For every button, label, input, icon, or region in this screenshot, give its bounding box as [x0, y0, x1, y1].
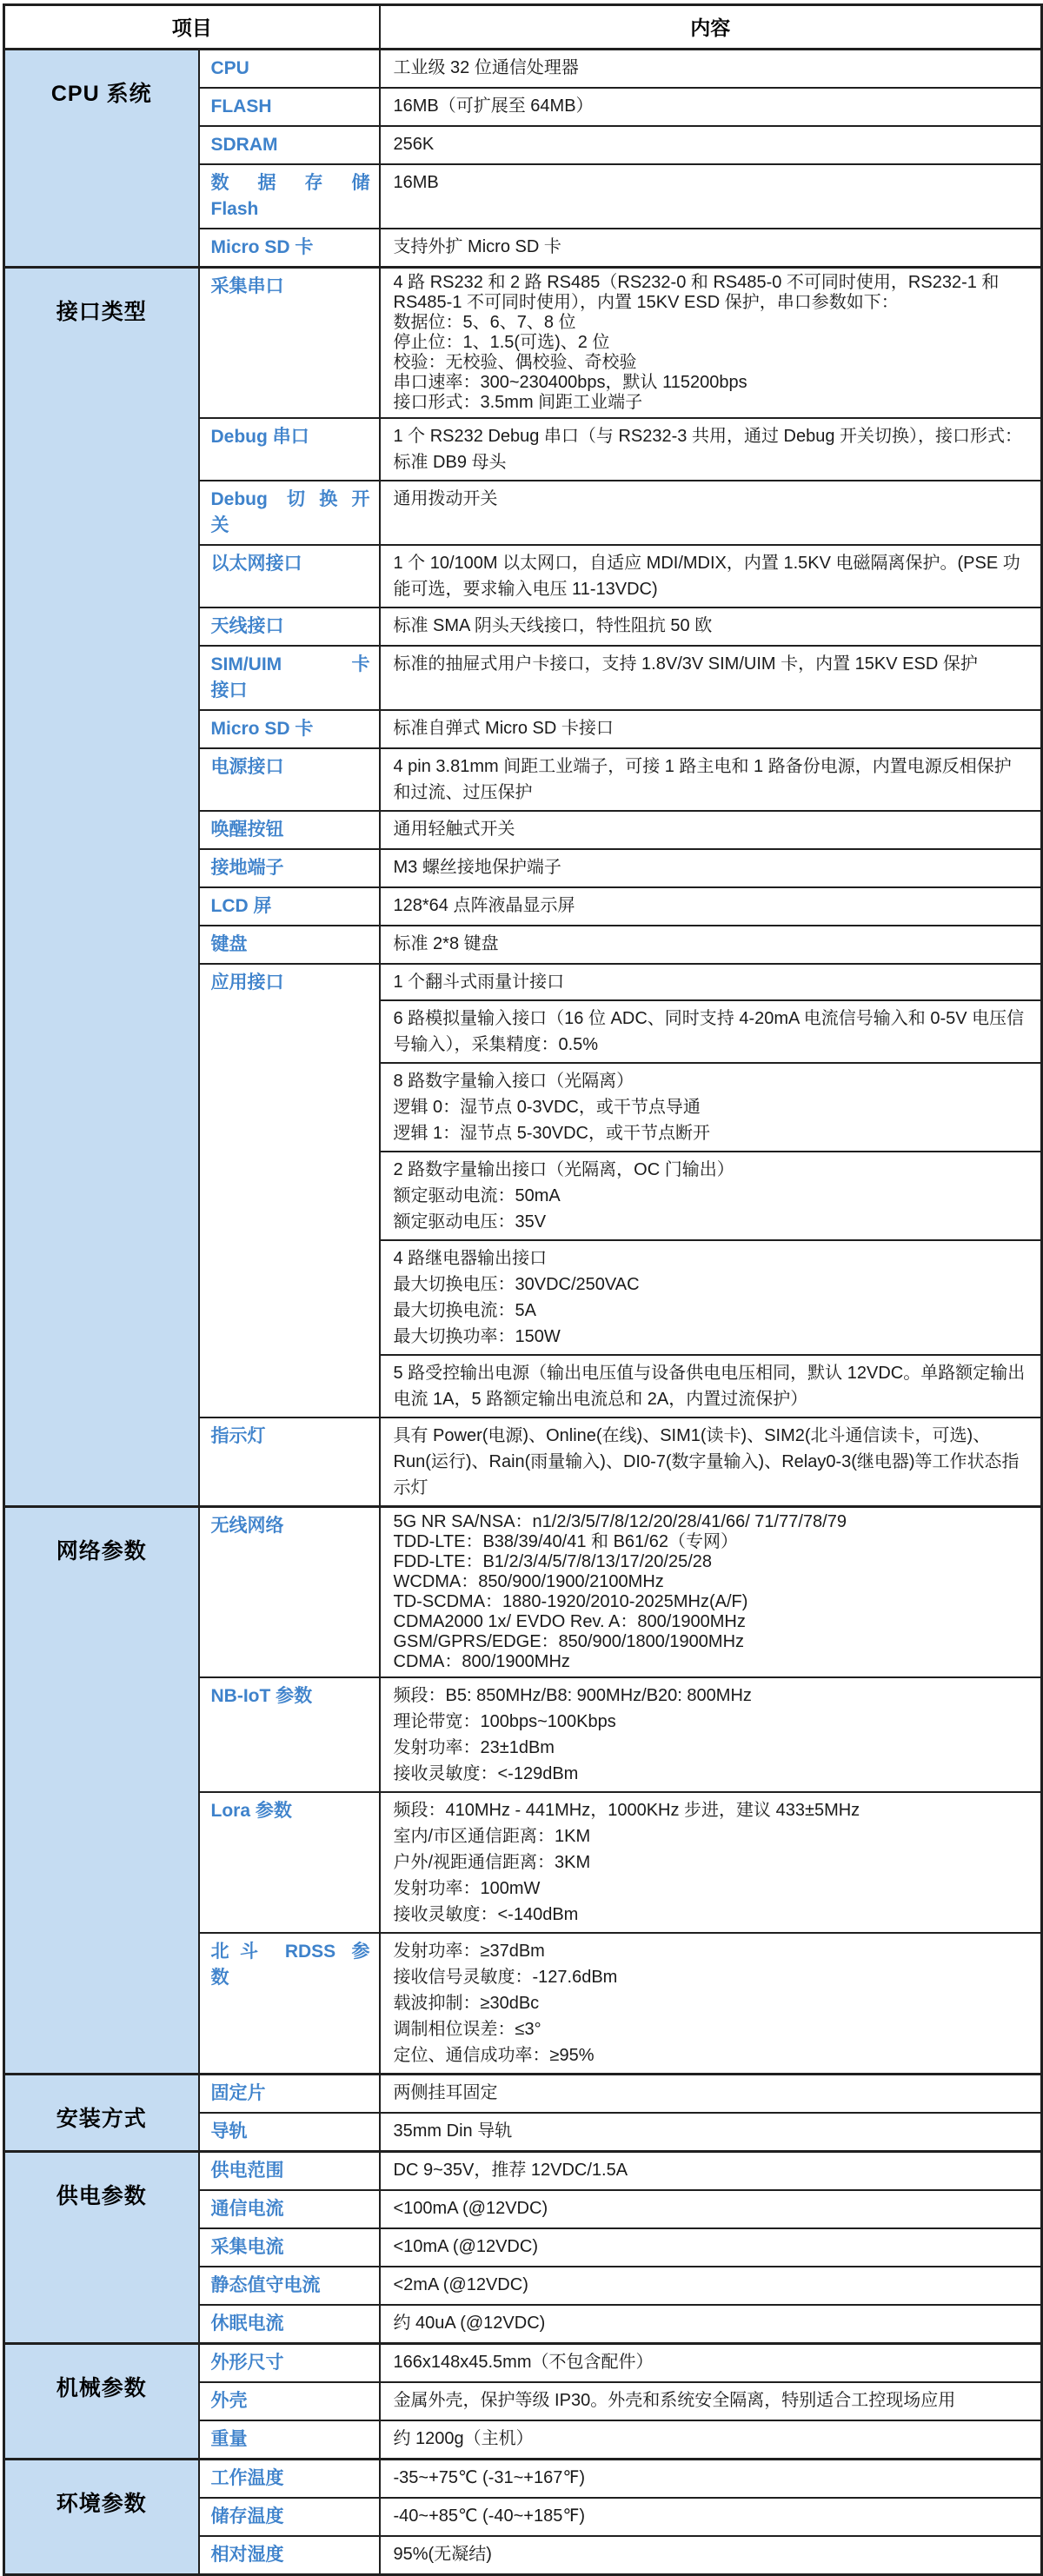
- content-cell: [380, 646, 1042, 710]
- content-line: 户外/视距通信距离：3KM: [393, 1853, 591, 1872]
- item-label-line: 无线网络: [210, 1516, 284, 1536]
- content-line: 6 路模拟量输入接口（16 位 ADC、同时支持 4-20mA 电流信号输入和 0-5V 电压信号输入），采集精度：0.5%: [393, 1009, 1025, 1054]
- content-line: 串口速率：300~230400bps，默认 115200bps: [393, 373, 747, 392]
- content-cell: [380, 1792, 1042, 1933]
- content-cell: [380, 2075, 1042, 2114]
- content-line: 16MB: [393, 173, 439, 192]
- item-cell: [199, 2344, 380, 2383]
- item-cell: [199, 2267, 380, 2305]
- item-cell: [199, 748, 380, 811]
- content-line: 数据位：5、6、7、8 位: [393, 313, 576, 332]
- item-cell: [199, 1677, 380, 1792]
- content-cell: [380, 545, 1042, 607]
- content-line: 约 1200g（主机）: [393, 2429, 534, 2448]
- item-label-line: 相对湿度: [210, 2545, 284, 2565]
- item-cell: [199, 2460, 380, 2499]
- content-cell: [380, 1933, 1042, 2075]
- content-line: 接收灵敏度：<-140dBm: [393, 1905, 579, 1924]
- content-line: 8 路数字量输入接口（光隔离）: [393, 1072, 634, 1091]
- content-line: 理论带宽：100bps~100Kbps: [393, 1712, 616, 1731]
- content-line: WCDMA：850/900/1900/2100MHz: [393, 1572, 664, 1591]
- category-cell: 机械参数: [4, 2344, 199, 2460]
- content-line: 室内/市区通信距离：1KM: [393, 1827, 591, 1846]
- item-label-line: 以太网接口: [210, 554, 302, 574]
- spec-row: [4, 2344, 1042, 2383]
- content-line: DC 9~35V，推荐 12VDC/1.5A: [393, 2161, 628, 2180]
- content-cell: [380, 1355, 1042, 1417]
- content-cell: [380, 164, 1042, 229]
- item-label-line: 数据存储: [210, 173, 370, 193]
- header-project: 项目: [4, 5, 380, 50]
- content-cell: [380, 811, 1042, 849]
- category-cell: CPU 系统: [4, 50, 199, 268]
- content-cell: [380, 2382, 1042, 2420]
- content-cell: [380, 2460, 1042, 2499]
- content-cell: [380, 607, 1042, 646]
- header-content: 内容: [380, 5, 1042, 50]
- content-cell: [380, 418, 1042, 481]
- content-line: 标准的抽屉式用户卡接口，支持 1.8V/3V SIM/UIM 卡，内置 15KV ESD 保护: [393, 654, 978, 674]
- content-line: 256K: [393, 135, 435, 154]
- item-label-line: 北斗 RDSS 参: [210, 1942, 370, 1962]
- content-cell: [380, 2267, 1042, 2305]
- content-line: 约 40uA (@12VDC): [393, 2314, 546, 2333]
- item-cell: [199, 646, 380, 710]
- item-cell: [199, 418, 380, 481]
- item-label-line: Micro SD 卡: [210, 719, 314, 739]
- content-line: <2mA (@12VDC): [393, 2275, 528, 2294]
- item-label-line: 休眠电流: [210, 2314, 284, 2334]
- item-cell: [199, 2228, 380, 2267]
- content-line: 接收信号灵敏度：-127.6dBm: [393, 1968, 618, 1987]
- item-label-line: Lora 参数: [210, 1801, 292, 1821]
- item-cell: [199, 887, 380, 926]
- item-label-line: 指示灯: [210, 1426, 266, 1446]
- content-cell: [380, 2344, 1042, 2383]
- content-cell: [380, 887, 1042, 926]
- item-cell: [199, 50, 380, 89]
- content-line: 166x148x45.5mm（不包含配件）: [393, 2353, 654, 2372]
- content-cell: [380, 2498, 1042, 2536]
- item-cell: [199, 964, 380, 1417]
- content-line: 最大切换电压：30VDC/250VAC: [393, 1275, 640, 1294]
- content-line: 额定驱动电压：35V: [393, 1212, 547, 1232]
- category-cell: 网络参数: [4, 1507, 199, 2075]
- content-line: 接口形式：3.5mm 间距工业端子: [393, 393, 643, 412]
- content-line: TD-SCDMA：1880-1920/2010-2025MHz(A/F): [393, 1592, 748, 1611]
- item-label-line: 天线接口: [210, 616, 284, 636]
- item-cell: [199, 849, 380, 887]
- content-line: 支持外扩 Micro SD 卡: [393, 237, 561, 256]
- content-cell: [380, 1677, 1042, 1792]
- category-cell: 供电参数: [4, 2152, 199, 2344]
- item-label-line: 数: [210, 1968, 229, 1988]
- content-line: 停止位：1、1.5(可选)、2 位: [393, 333, 610, 352]
- content-cell: [380, 849, 1042, 887]
- spec-row: [4, 1507, 1042, 1678]
- content-line: M3 螺丝接地保护端子: [393, 858, 561, 877]
- item-label-line: 接地端子: [210, 858, 284, 878]
- spec-row: [4, 2460, 1042, 2499]
- content-cell: [380, 229, 1042, 268]
- content-line: 工业级 32 位通信处理器: [393, 58, 579, 77]
- content-line: TDD-LTE：B38/39/40/41 和 B61/62（专网）: [393, 1532, 738, 1551]
- spec-table-body: [4, 50, 1042, 2575]
- item-cell: [199, 229, 380, 268]
- content-line: -35~+75℃ (-31~+167℉): [393, 2468, 586, 2487]
- item-label-line: 应用接口: [210, 973, 284, 993]
- content-line: 1 个翻斗式雨量计接口: [393, 973, 565, 992]
- item-cell: [199, 2152, 380, 2191]
- content-line: 发射功率：≥37dBm: [393, 1942, 545, 1961]
- content-line: 标准 SMA 阴头天线接口，特性阻抗 50 欧: [393, 616, 713, 635]
- item-cell: [199, 126, 380, 164]
- content-line: 标准 2*8 键盘: [393, 934, 499, 953]
- item-label-line: Debug 切换开: [210, 489, 370, 509]
- content-cell: [380, 2228, 1042, 2267]
- item-label-line: 重量: [210, 2429, 248, 2449]
- content-line: GSM/GPRS/EDGE：850/900/1800/1900MHz: [393, 1632, 745, 1651]
- content-line: 发射功率：23±1dBm: [393, 1738, 555, 1757]
- item-cell: [199, 1507, 380, 1678]
- content-cell: [380, 2305, 1042, 2344]
- content-cell: [380, 2190, 1042, 2228]
- content-cell: [380, 88, 1042, 126]
- content-line: 逻辑 1：湿节点 5-30VDC，或干节点断开: [393, 1124, 710, 1143]
- content-line: FDD-LTE：B1/2/3/4/5/7/8/13/17/20/25/28: [393, 1552, 713, 1571]
- content-line: 4 路继电器输出接口: [393, 1249, 548, 1268]
- item-label-line: 采集串口: [210, 276, 284, 296]
- content-line: CDMA：800/1900MHz: [393, 1652, 570, 1671]
- item-label-line: 储存温度: [210, 2506, 284, 2526]
- content-line: 逻辑 0：湿节点 0-3VDC，或干节点导通: [393, 1098, 701, 1117]
- content-line: <100mA (@12VDC): [393, 2199, 548, 2218]
- item-cell: [199, 2498, 380, 2536]
- item-cell: [199, 710, 380, 748]
- content-line: 2 路数字量输出接口（光隔离，OC 门输出）: [393, 1160, 734, 1179]
- spec-row: [4, 50, 1042, 89]
- content-line: 频段：410MHz - 441MHz，1000KHz 步进，建议 433±5MHz: [393, 1801, 860, 1820]
- content-line: 频段：B5: 850MHz/B8: 900MHz/B20: 800MHz: [393, 1686, 752, 1705]
- content-cell: [380, 1240, 1042, 1355]
- content-line: 通用拨动开关: [393, 489, 498, 508]
- content-line: 最大切换电流：5A: [393, 1301, 536, 1320]
- category-cell: 接口类型: [4, 268, 199, 1507]
- content-line: 校验：无校验、偶校验、奇校验: [393, 353, 637, 372]
- content-line: 金属外壳，保护等级 IP30。外壳和系统安全隔离，特别适合工控现场应用: [393, 2391, 956, 2410]
- content-cell: [380, 1417, 1042, 1507]
- item-cell: [199, 2190, 380, 2228]
- item-label-line: SDRAM: [210, 135, 278, 155]
- content-line: 额定驱动电流：50mA: [393, 1186, 561, 1205]
- item-cell: [199, 1933, 380, 2075]
- content-cell: [380, 126, 1042, 164]
- item-label-line: 接口: [210, 681, 248, 700]
- item-cell: [199, 1417, 380, 1507]
- content-line: 最大切换功率：150W: [393, 1327, 561, 1346]
- item-cell: [199, 2113, 380, 2152]
- item-label-line: 采集电流: [210, 2237, 284, 2257]
- content-line: 两侧挂耳固定: [393, 2083, 498, 2102]
- spec-row: [4, 268, 1042, 419]
- content-cell: [380, 1063, 1042, 1152]
- item-cell: [199, 2420, 380, 2460]
- content-cell: [380, 2420, 1042, 2460]
- content-line: <10mA (@12VDC): [393, 2237, 538, 2256]
- item-label-line: 导轨: [210, 2121, 248, 2141]
- item-label-line: Flash: [210, 199, 259, 219]
- content-line: 4 pin 3.81mm 间距工业端子，可接 1 路主电和 1 路备份电源，内置电源反相保护和过流、过压保护: [393, 757, 1012, 802]
- item-cell: [199, 88, 380, 126]
- content-line: 1 个 RS232 Debug 串口（与 RS232-3 共用，通过 Debug 开关切换），接口形式：标准 DB9 母头: [393, 427, 1023, 472]
- item-label-line: Micro SD 卡: [210, 237, 314, 257]
- content-line: 调制相位误差：≤3°: [393, 2020, 541, 2039]
- content-line: 1 个 10/100M 以太网口，自适应 MDI/MDIX，内置 1.5KV 电磁隔离保护。(PSE 功能可选，要求输入电压 11-13VDC): [393, 554, 1020, 599]
- content-line: 发射功率：100mW: [393, 1879, 541, 1898]
- content-cell: [380, 1000, 1042, 1063]
- content-line: 35mm Din 导轨: [393, 2121, 513, 2141]
- content-line: 5G NR SA/NSA：n1/2/3/5/7/8/12/20/28/41/66/ 71/77/78/79: [393, 1512, 847, 1531]
- content-line: 具有 Power(电源)、Online(在线)、SIM1(读卡)、SIM2(北斗通信读卡，可选)、Run(运行)、Rain(雨量输入)、DI0-7(数字量输入)、Relay0-3(继电器)等工作状态指示灯: [393, 1426, 1020, 1497]
- content-cell: [380, 1152, 1042, 1240]
- content-line: 载波抑制：≥30dBc: [393, 1994, 540, 2013]
- item-label-line: 关: [210, 515, 229, 535]
- content-cell: [380, 2113, 1042, 2152]
- item-cell: [199, 268, 380, 419]
- content-cell: [380, 1507, 1042, 1678]
- content-cell: [380, 748, 1042, 811]
- item-label-line: SIM/UIM 卡: [210, 654, 370, 674]
- content-line: 定位、通信成功率：≥95%: [393, 2046, 595, 2065]
- content-line: 128*64 点阵液晶显示屏: [393, 896, 575, 915]
- item-label-line: 外形尺寸: [210, 2353, 284, 2373]
- content-line: 5 路受控输出电源（输出电压值与设备供电电压相同，默认 12VDC。单路额定输出电流 1A，5 路额定输出电流总和 2A，内置过流保护）: [393, 1364, 1026, 1409]
- item-label-line: LCD 屏: [210, 896, 272, 916]
- item-cell: [199, 2075, 380, 2114]
- content-cell: [380, 2536, 1042, 2575]
- item-cell: [199, 1792, 380, 1933]
- content-line: 95%(无凝结): [393, 2545, 492, 2564]
- item-cell: [199, 607, 380, 646]
- item-label-line: 固定片: [210, 2083, 266, 2103]
- item-label-line: NB-IoT 参数: [210, 1686, 313, 1706]
- item-cell: [199, 164, 380, 229]
- item-cell: [199, 481, 380, 545]
- item-cell: [199, 2536, 380, 2575]
- item-cell: [199, 2382, 380, 2420]
- content-line: 16MB（可扩展至 64MB）: [393, 96, 594, 116]
- category-cell: 环境参数: [4, 2460, 199, 2575]
- item-label-line: 电源接口: [210, 757, 284, 777]
- content-cell: [380, 710, 1042, 748]
- content-line: 标准自弹式 Micro SD 卡接口: [393, 719, 614, 738]
- content-cell: [380, 926, 1042, 964]
- item-label-line: 键盘: [210, 934, 248, 954]
- item-label-line: Debug 串口: [210, 427, 309, 447]
- item-label-line: 外壳: [210, 2391, 248, 2411]
- content-line: 4 路 RS232 和 2 路 RS485（RS232-0 和 RS485-0 不可同时使用，RS232-1 和 RS485-1 不可同时使用），内置 15KV ESD 保护，串口参数如下：: [393, 273, 1000, 312]
- spec-row: [4, 2152, 1042, 2191]
- item-label-line: CPU: [210, 58, 249, 78]
- content-line: 通用轻触式开关: [393, 820, 515, 839]
- item-label-line: 通信电流: [210, 2199, 284, 2219]
- item-cell: [199, 2305, 380, 2344]
- content-line: CDMA2000 1x/ EVDO Rev. A：800/1900MHz: [393, 1612, 746, 1631]
- item-label-line: 静态值守电流: [210, 2275, 321, 2295]
- item-cell: [199, 545, 380, 607]
- content-cell: [380, 50, 1042, 89]
- content-cell: [380, 481, 1042, 545]
- content-cell: [380, 2152, 1042, 2191]
- content-line: 接收灵敏度：<-129dBm: [393, 1764, 579, 1783]
- item-label-line: 供电范围: [210, 2161, 284, 2181]
- item-label-line: FLASH: [210, 96, 272, 116]
- spec-row: [4, 2075, 1042, 2114]
- content-cell: [380, 268, 1042, 419]
- category-cell: 安装方式: [4, 2075, 199, 2152]
- content-cell: [380, 964, 1042, 1000]
- item-cell: [199, 811, 380, 849]
- content-line: -40~+85℃ (-40~+185℉): [393, 2506, 586, 2526]
- item-label-line: 唤醒按钮: [210, 820, 284, 840]
- item-label-line: 工作温度: [210, 2468, 284, 2488]
- item-cell: [199, 926, 380, 964]
- table-header-row: [4, 5, 1042, 50]
- spec-table: [3, 3, 1043, 2576]
